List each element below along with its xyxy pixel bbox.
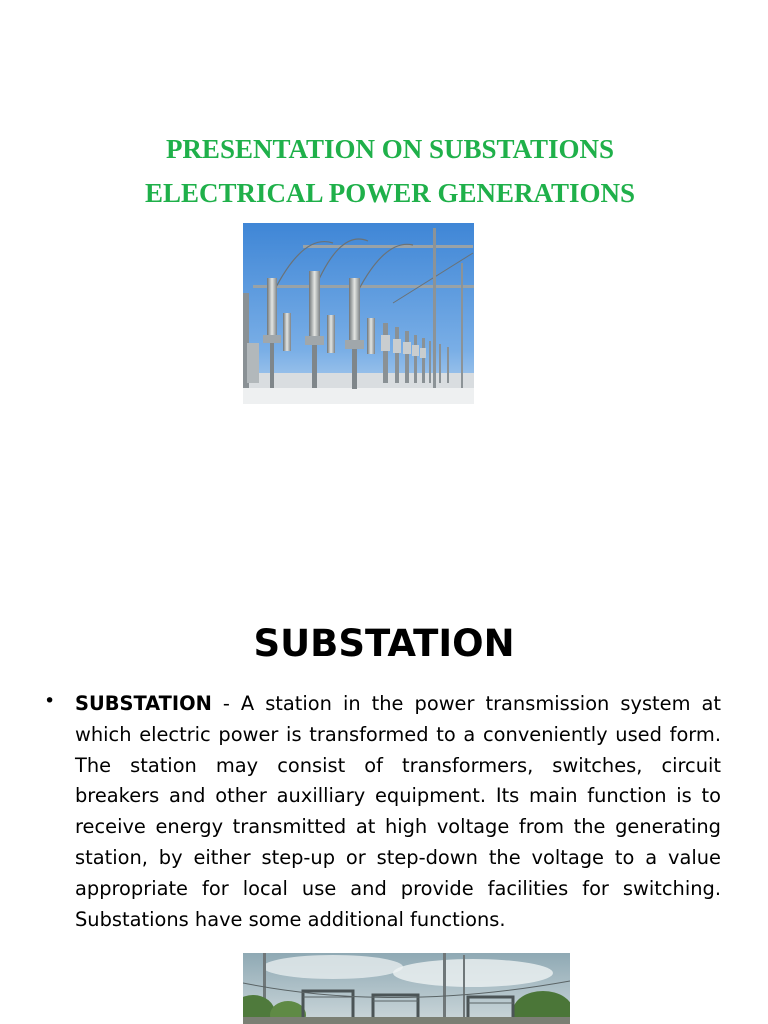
definition-text: - A station in the power transmission system at which electric power is transformed to a conveniently used form. The station may consist of transformers, switches, circuit breakers and other auxilliary equipment. Its main function is to receive energy transmitted at high voltage from the generating station, by either step-up or step-down the voltage to a value appropriate for local use and provide facilities for switching. Substations have some additional functions. — [75, 692, 721, 931]
definition-term: SUBSTATION — [75, 692, 212, 715]
definition-paragraph — [75, 689, 721, 935]
presentation-title-line2: ELECTRICAL POWER GENERATIONS — [144, 178, 636, 208]
presentation-title-line1: PRESENTATION ON SUBSTATIONS — [165, 134, 615, 164]
bullet-marker: • — [44, 690, 56, 712]
substation-photo — [243, 223, 474, 404]
substation-photo-2 — [243, 953, 570, 1024]
section-heading: SUBSTATION — [253, 622, 515, 665]
